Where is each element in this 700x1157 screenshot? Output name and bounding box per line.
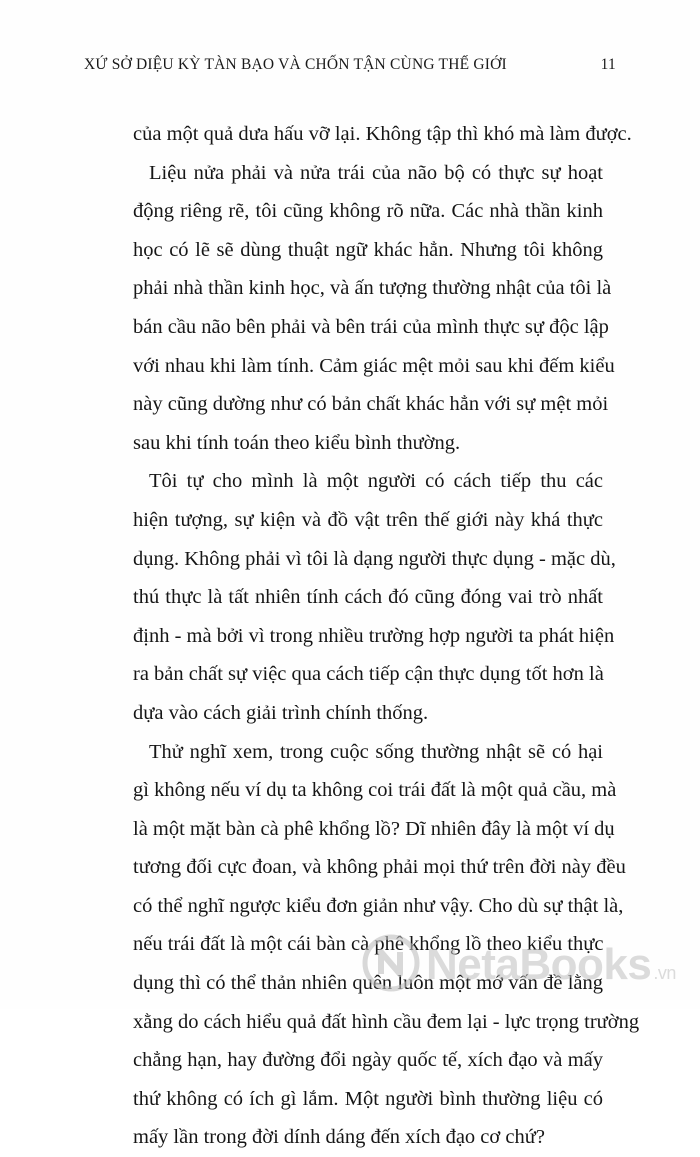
running-header bbox=[84, 56, 616, 76]
text-line: hiện tượng, sự kiện và đồ vật trên thế giới này khá thực bbox=[133, 501, 603, 540]
page-number: 11 bbox=[601, 56, 616, 74]
text-line: dụng. Không phải vì tôi là dạng người thực dụng - mặc dù, bbox=[133, 540, 603, 579]
text-line: Thử nghĩ xem, trong cuộc sống thường nhật sẽ có hại bbox=[133, 733, 603, 772]
watermark-brand: NetaBooks .vn bbox=[426, 940, 676, 990]
text-line: với nhau khi làm tính. Cảm giác mệt mỏi sau khi đếm kiểu bbox=[133, 347, 603, 386]
text-line: phải nhà thần kinh học, và ấn tượng thường nhật của tôi là bbox=[133, 269, 603, 308]
text-line: định - mà bởi vì trong nhiều trường hợp người ta phát hiện bbox=[133, 617, 603, 656]
text-line: mấy lần trong đời dính dáng đến xích đạo cơ chứ? bbox=[133, 1118, 603, 1157]
netabooks-logo-icon bbox=[362, 934, 420, 992]
text-line: xằng do cách hiểu quả đất hình cầu đem lại - lực trọng trường bbox=[133, 1003, 603, 1042]
text-line: là một mặt bàn cà phê khổng lồ? Dĩ nhiên đây là một ví dụ bbox=[133, 810, 603, 849]
body-text bbox=[133, 115, 603, 1157]
text-line: ra bản chất sự việc qua cách tiếp cận thực dụng tốt hơn là bbox=[133, 655, 603, 694]
text-line: chẳng hạn, hay đường đổi ngày quốc tế, xích đạo và mấy bbox=[133, 1041, 603, 1080]
text-line: thứ không có ích gì lắm. Một người bình thường liệu có bbox=[133, 1080, 603, 1119]
text-line: có thể nghĩ ngược kiểu đơn giản như vậy. Cho dù sự thật là, bbox=[133, 887, 603, 926]
watermark bbox=[362, 934, 692, 994]
text-line: học có lẽ sẽ dùng thuật ngữ khác hẳn. Nhưng tôi không bbox=[133, 231, 603, 270]
chapter-title: XỨ SỞ DIỆU KỲ TÀN BẠO VÀ CHỐN TẬN CÙNG THẾ GIỚI bbox=[84, 56, 507, 74]
paragraph bbox=[133, 462, 603, 732]
paragraph bbox=[133, 154, 603, 463]
watermark-tld: .vn bbox=[653, 963, 676, 983]
text-line: của một quả dưa hấu vỡ lại. Không tập thì khó mà làm được. bbox=[133, 115, 603, 154]
text-line: sau khi tính toán theo kiểu bình thường. bbox=[133, 424, 603, 463]
text-line: động riêng rẽ, tôi cũng không rõ nữa. Các nhà thần kinh bbox=[133, 192, 603, 231]
text-line: thú thực là tất nhiên tính cách đó cũng đóng vai trò nhất bbox=[133, 578, 603, 617]
text-line: này cũng dường như có bản chất khác hẳn với sự mệt mỏi bbox=[133, 385, 603, 424]
text-line: dụng thì có thể thản nhiên quên luôn một mớ vấn đề lằng bbox=[133, 964, 603, 1003]
text-line: tương đối cực đoan, và không phải mọi thứ trên đời này đều bbox=[133, 848, 603, 887]
text-line: gì không nếu ví dụ ta không coi trái đất là một quả cầu, mà bbox=[133, 771, 603, 810]
text-line: Liệu nửa phải và nửa trái của não bộ có thực sự hoạt bbox=[133, 154, 603, 193]
text-line: Tôi tự cho mình là một người có cách tiếp thu các bbox=[133, 462, 603, 501]
text-line: bán cầu não bên phải và bên trái của mình thực sự độc lập bbox=[133, 308, 603, 347]
paragraph bbox=[133, 115, 603, 154]
text-line: dựa vào cách giải trình chính thống. bbox=[133, 694, 603, 733]
text-line: nếu trái đất là một cái bàn cà phê khổng lồ theo kiểu thực bbox=[133, 925, 603, 964]
